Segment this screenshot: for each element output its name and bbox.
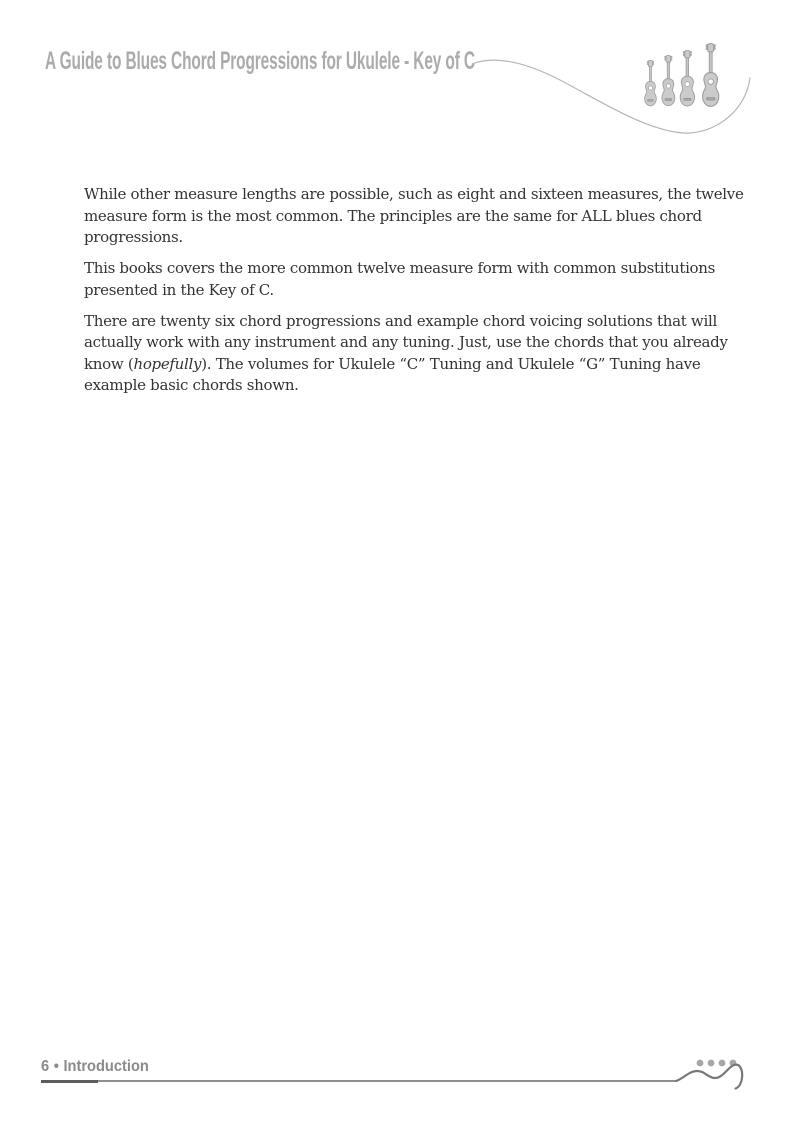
text-line: There are twenty six chord progressions and example chord voicing solutions that will: [84, 311, 717, 330]
footer-rule-dark-segment: [41, 1080, 98, 1083]
footer-page-number: 6: [41, 1058, 50, 1075]
footer-section-name: Introduction: [63, 1058, 149, 1075]
footer-page-label: [41, 1059, 149, 1075]
footer-separator: •: [53, 1058, 59, 1075]
text-line: presented in the Key of C.: [84, 280, 274, 299]
footer-dots-icon: [697, 1060, 737, 1067]
ukulele-icon-1: [645, 60, 657, 105]
paragraph-3: [84, 311, 744, 397]
ukulele-icon-3: [680, 51, 694, 106]
paragraph-2: [84, 258, 744, 301]
text-segment: ). The volumes for Ukulele “C” Tuning and Ukulele “G” Tuning have: [201, 354, 701, 373]
text-segment: know (: [84, 354, 134, 373]
page-title: A Guide to Blues Chord Progressions for Ukulele - Key of C: [45, 47, 475, 75]
text-line: measure form is the most common. The principles are the same for ALL blues chord: [84, 206, 702, 225]
text-line: [84, 354, 744, 376]
text-line: example basic chords shown.: [84, 376, 299, 394]
text-line: This books covers the more common twelve measure form with common substitutions: [84, 259, 716, 277]
ukulele-icon-2: [662, 56, 675, 106]
paragraph-1: [84, 184, 744, 249]
text-line: progressions.: [84, 228, 183, 246]
footer-rule: [41, 1080, 677, 1082]
italic-word: hopefully: [133, 354, 202, 373]
text-line: While other measure lengths are possible, such as eight and sixteen measures, the twelve: [84, 185, 744, 203]
footer-decoration: [620, 1050, 794, 1110]
ukulele-icon-4: [703, 44, 719, 107]
header-decoration: [440, 30, 794, 150]
footer-squiggle-icon: [676, 1065, 742, 1089]
page-body: [84, 184, 744, 406]
text-line: actually work with any instrument and any tuning. Just, use the chords that you already: [84, 333, 728, 351]
